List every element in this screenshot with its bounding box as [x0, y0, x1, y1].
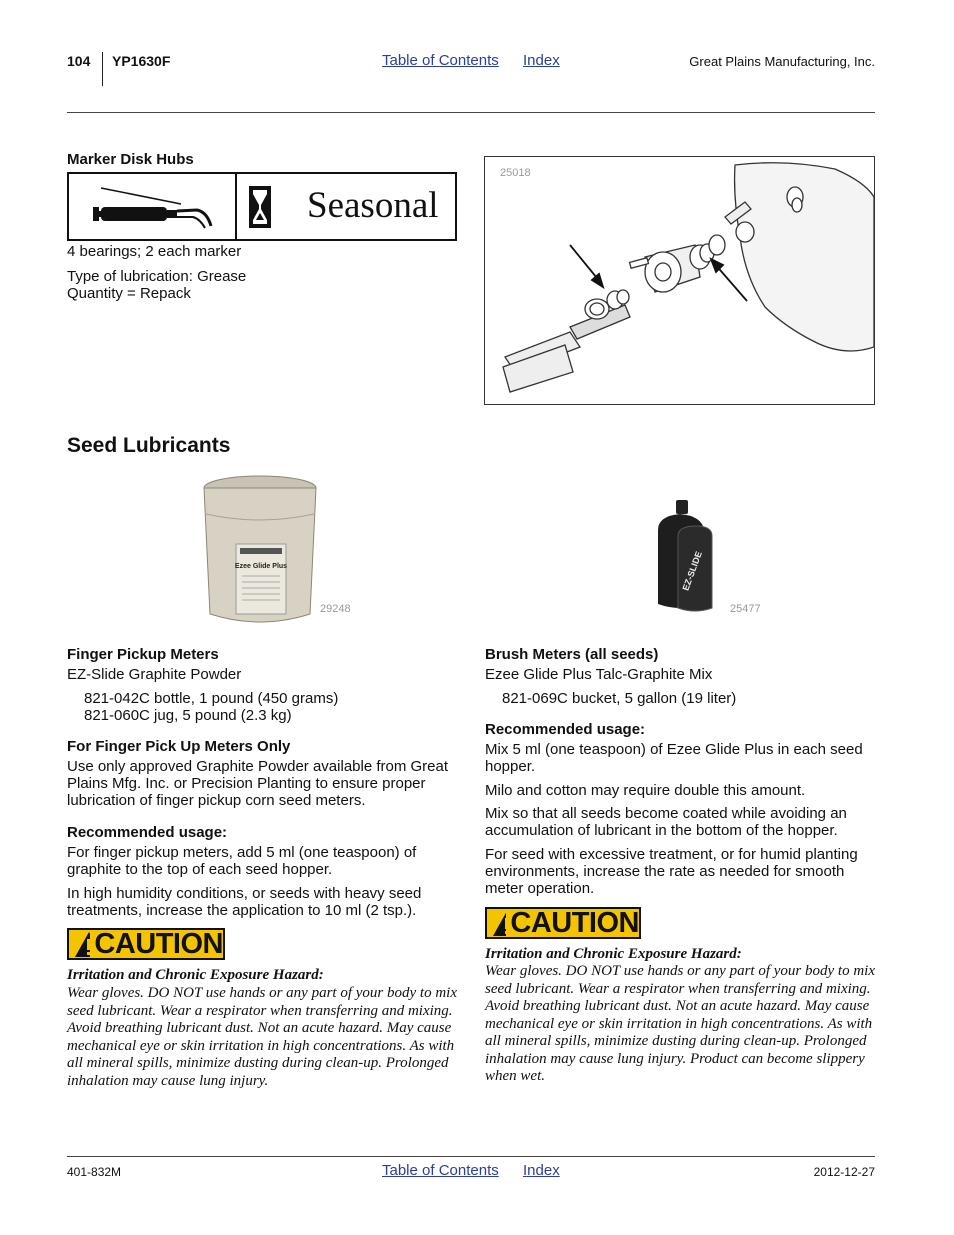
brush-meters-title: Brush Meters (all seeds) [485, 646, 659, 663]
footer-rule [67, 1156, 875, 1157]
page-number: 104 [67, 53, 91, 69]
right-usage-text-2: Milo and cotton may require double this amount. [485, 782, 806, 799]
caution-word: CAUTION [510, 906, 639, 939]
right-usage-title: Recommended usage: [485, 721, 646, 738]
right-caution-sign [485, 907, 641, 939]
right-usage-text-1: Mix 5 ml (one teaspoon) of Ezee Glide Plus in each seed hopper. [485, 741, 863, 775]
seed-lubricants-title: Seed Lubricants [67, 434, 231, 457]
bearings-text: 4 bearings; 2 each marker [67, 243, 242, 260]
bottle-graphic [650, 496, 716, 614]
caution-word: CAUTION [94, 927, 223, 960]
interval-label: Seasonal [307, 185, 439, 226]
header-divider [102, 52, 103, 86]
lube-type-text: Type of lubrication: Grease [67, 268, 247, 285]
footer-date: 2012-12-27 [813, 1165, 875, 1179]
grease-gun-cell [69, 174, 237, 239]
left-usage-title: Recommended usage: [67, 824, 228, 841]
warning-triangle-icon [492, 910, 506, 937]
marker-title: Marker Disk Hubs [67, 151, 194, 168]
right-usage-text-3: Mix so that all seeds become coated while avoiding an accumulation of lubricant in the bottom of the hopper. [485, 805, 847, 839]
hourglass-icon [249, 186, 271, 228]
index-link[interactable]: Index [523, 52, 560, 69]
finger-meters-title: Finger Pickup Meters [67, 646, 219, 663]
finger-part-1: 821-042C bottle, 1 pound (450 grams) [84, 690, 339, 707]
right-hazard-text: Wear gloves. DO NOT use hands or any part of your body to mix seed lubricant. Wear a respirator when transferring and mixing. Avoid breathing lubricant dust. Not an acute hazard. May cause mechanical eye or skin irritation in high concentrations. As with all mineral spills, minimize dusting during clean-up. Prolonged inhalation may cause lung injury. Product can become slippery when wet. [485, 963, 875, 1084]
grease-gun-icon [69, 174, 235, 239]
brush-product: Ezee Glide Plus Talc-Graphite Mix [485, 666, 713, 683]
brush-part-1: 821-069C bucket, 5 gallon (19 liter) [502, 690, 737, 707]
bottle-label-text: EZ-SLIDE [680, 549, 704, 592]
finger-product: EZ-Slide Graphite Powder [67, 666, 242, 683]
company-name: Great Plains Manufacturing, Inc. [689, 54, 875, 69]
toc-link[interactable]: Table of Contents [382, 52, 499, 69]
left-hazard-text: Wear gloves. DO NOT use hands or any part of your body to mix seed lubricant. Wear a respirator when transferring and mixing. Avoid breathing lubricant dust. Not an acute hazard. May cause mechanical eye or skin irritation in high concentrations. As with all mineral spills, minimize dusting during clean-up. Prolonged inhalation may cause lung injury. [67, 985, 457, 1089]
warning-triangle-icon [74, 931, 90, 958]
figure-id: 25018 [500, 167, 531, 179]
left-usage-text-1: For finger pickup meters, add 5 ml (one teaspoon) of graphite to the top of each seed hopper. [67, 844, 417, 878]
header-rule [67, 112, 875, 113]
marker-hub-figure [484, 156, 875, 405]
right-hazard-title: Irritation and Chronic Exposure Hazard: [485, 946, 742, 962]
finger-part-2: 821-060C jug, 5 pound (2.3 kg) [84, 707, 292, 724]
left-hazard-title: Irritation and Chronic Exposure Hazard: [67, 967, 324, 983]
footer-toc-link[interactable]: Table of Contents [382, 1162, 499, 1179]
bucket-label-text: Ezee Glide Plus [234, 563, 288, 570]
right-usage-text-4: For seed with excessive treatment, or for humid planting environments, increase the rate as needed for smooth meter operation. [485, 846, 858, 897]
interval-cell [237, 174, 455, 239]
lubricant-bucket-image [200, 474, 320, 626]
finger-only-title: For Finger Pick Up Meters Only [67, 738, 291, 755]
quantity-text: Quantity = Repack [67, 285, 191, 302]
bucket-figure-id: 29248 [320, 603, 351, 615]
model-name: YP1630F [112, 53, 171, 69]
left-usage-text-2: In high humidity conditions, or seeds with heavy seed treatments, increase the application to 10 ml (2 tsp.). [67, 885, 422, 919]
bottle-figure-id: 25477 [730, 603, 761, 615]
lube-interval-box [67, 172, 457, 241]
bucket-graphic [200, 474, 320, 626]
footer-index-link[interactable]: Index [523, 1162, 560, 1179]
hub-exploded-diagram [485, 157, 874, 404]
finger-only-text: Use only approved Graphite Powder available from Great Plains Mfg. Inc. or Precision Planting to ensure proper lubrication of finger pickup corn seed meters. [67, 758, 449, 809]
left-caution-sign [67, 928, 225, 960]
doc-number: 401-832M [67, 1165, 122, 1179]
lubricant-bottle-image [650, 496, 716, 614]
